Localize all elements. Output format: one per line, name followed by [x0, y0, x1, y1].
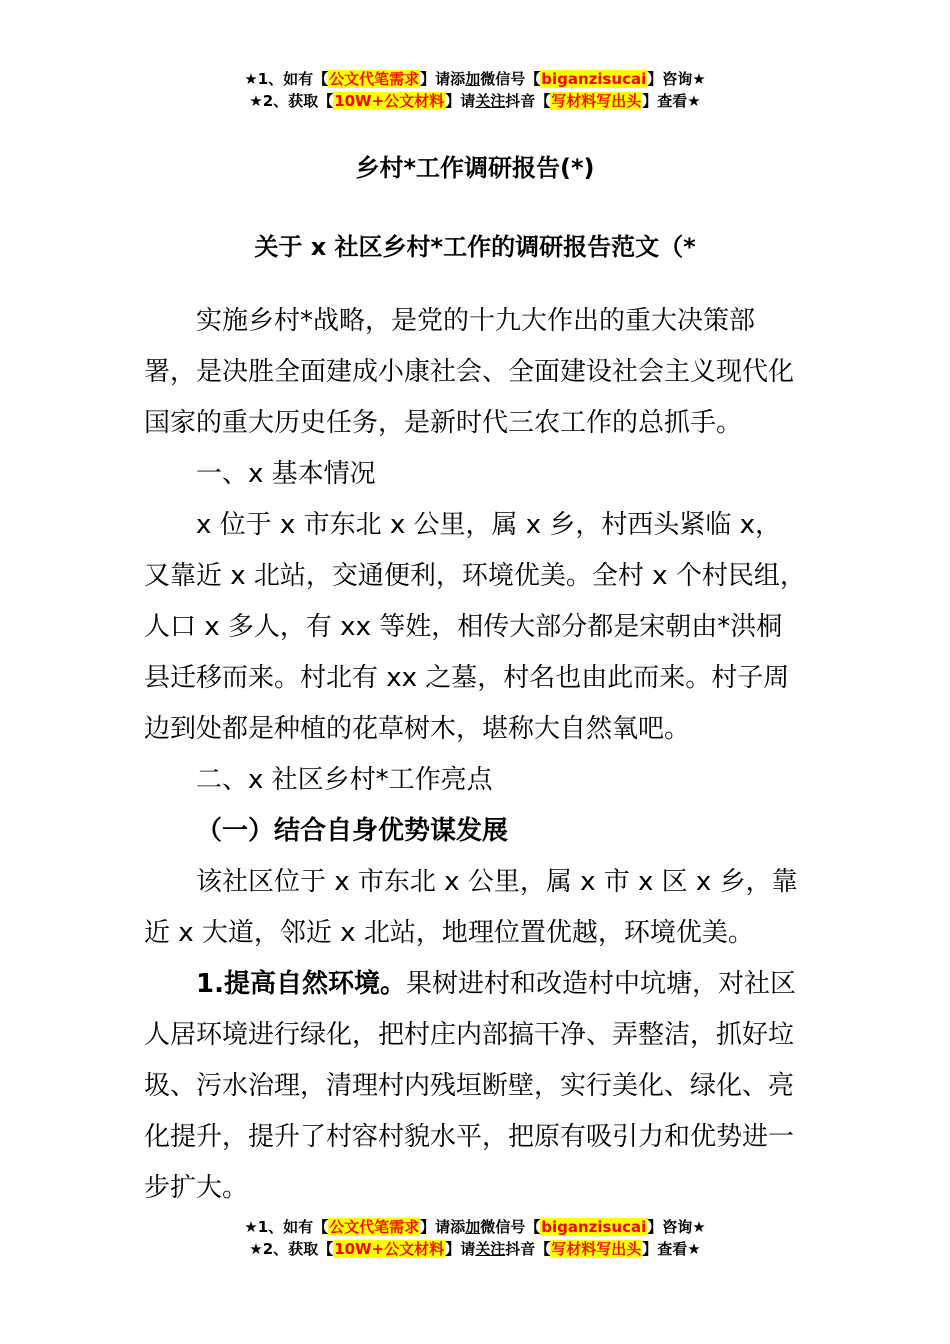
paragraph-basic-info: x 位于 x 市东北 x 公里，属 x 乡，村西头紧临 x，又靠近 x 北站，交通便利，环境优美。全村 x 个村民组，人口 x 多人，有 xx 等姓，相传大部分都是宋朝由*洪桐县迁移而来。村北有 xx 之墓，村名也由此而来。村子周边到处都是种植的花草树木，堪称大自然氧吧。 — [144, 510, 806, 744]
promo-highlight: 10W+公文材料 — [334, 92, 445, 110]
promo-douyin-id: 写材料写出头 — [551, 92, 642, 110]
promo-line-1 — [0, 1216, 950, 1238]
promo-banner-top — [0, 68, 950, 112]
promo-underline: 关注 — [475, 1240, 506, 1258]
promo-highlight: 10W+公文材料 — [334, 1240, 445, 1258]
promo-text: 】请添 — [420, 70, 466, 88]
promo-wechat-id: biganzisucai — [541, 1218, 647, 1236]
promo-text: 】请 — [445, 1240, 476, 1258]
promo-text: 】咨询★ — [647, 70, 706, 88]
promo-line-2 — [0, 90, 950, 112]
promo-text: 】查看★ — [642, 1240, 701, 1258]
promo-highlight: 公文代笔需求 — [329, 70, 420, 88]
promo-text: ★2、获取【 — [249, 1240, 334, 1258]
document-body — [144, 296, 806, 1214]
section-heading-2: 二、x 社区乡村*工作亮点 — [196, 765, 493, 795]
document-title: 乡村*工作调研报告(*) — [355, 154, 595, 182]
promo-text: 】咨询★ — [647, 1218, 706, 1236]
item-1-text: 果树进村和改造村中坑塘，对社区人居环境进行绿化，把村庄内部搞干净、弄整洁，抓好垃圾、污水治理，清理村内残垣断壁，实行美化、绿化、亮化提升，提升了村容村貌水平，把原有吸引力和优势进一步扩大。 — [144, 969, 796, 1203]
promo-text: 微信号【 — [480, 1218, 541, 1236]
subsection-heading-1: （一）结合自身优势谋发展 — [196, 816, 509, 846]
promo-banner-bottom — [0, 1216, 950, 1260]
paragraph-intro: 实施乡村*战略，是党的十九大作出的重大决策部署，是决胜全面建成小康社会、全面建设社会主义现代化国家的重大历史任务，是新时代三农工作的总抓手。 — [144, 306, 795, 438]
promo-text: 抖音【 — [505, 1240, 551, 1258]
promo-text: 】请添 — [420, 1218, 466, 1236]
promo-text: 微信号【 — [480, 70, 541, 88]
paragraph-item-1 — [144, 959, 806, 1214]
item-1-lead: 1.提高自然环境。 — [196, 969, 406, 999]
document-subtitle: 关于 x 社区乡村*工作的调研报告范文（* — [254, 233, 696, 261]
promo-highlight: 公文代笔需求 — [329, 1218, 420, 1236]
section-heading-1: 一、x 基本情况 — [196, 459, 376, 489]
promo-text: ★2、获取【 — [249, 92, 334, 110]
promo-text: ★1、如有【 — [244, 1218, 329, 1236]
promo-text: 】查看★ — [642, 92, 701, 110]
promo-line-2 — [0, 1238, 950, 1260]
promo-underline: 加 — [465, 70, 481, 88]
promo-douyin-id: 写材料写出头 — [551, 1240, 642, 1258]
promo-underline: 加 — [465, 1218, 481, 1236]
paragraph-location: 该社区位于 x 市东北 x 公里，属 x 市 x 区 x 乡，靠近 x 大道，邻近 x 北站，地理位置优越，环境优美。 — [144, 867, 798, 948]
promo-line-1 — [0, 68, 950, 90]
promo-wechat-id: biganzisucai — [541, 70, 647, 88]
promo-underline: 关注 — [475, 92, 506, 110]
promo-text: 抖音【 — [505, 92, 551, 110]
promo-text: 】请 — [445, 92, 476, 110]
promo-text: ★1、如有【 — [244, 70, 329, 88]
